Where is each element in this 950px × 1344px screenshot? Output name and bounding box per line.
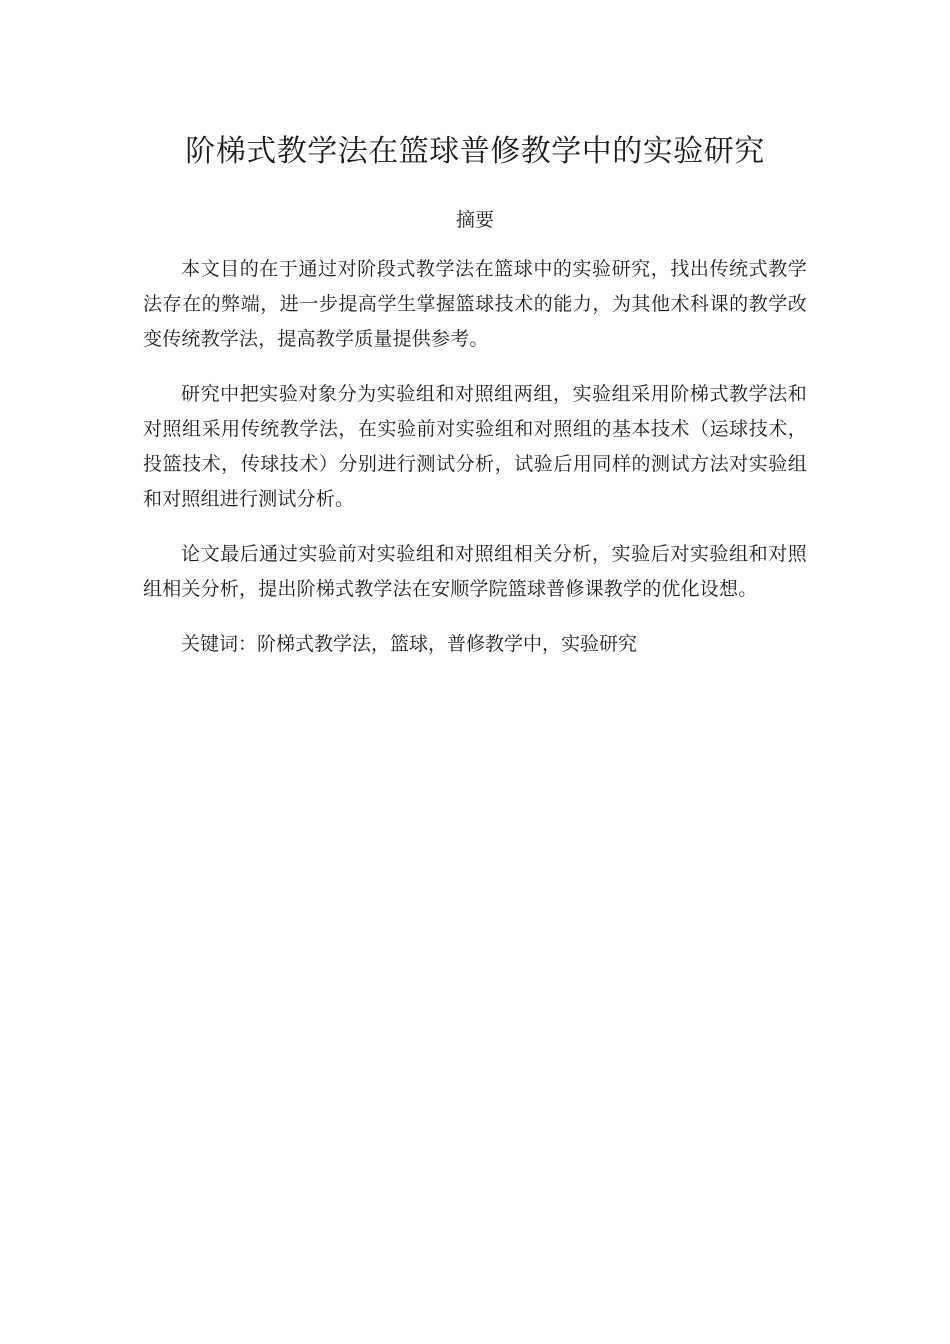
abstract-paragraph-3: 论文最后通过实验前对实验组和对照组相关分析，实验后对实验组和对照组相关分析，提出阶梯式教学法在安顺学院篮球普修课教学的优化设想。 bbox=[143, 543, 807, 600]
abstract-paragraph-2: 研究中把实验对象分为实验组和对照组两组，实验组采用阶梯式教学法和对照组采用传统教学法，在实验前对实验组和对照组的基本技术（运球技术，投篮技术，传球技术）分别进行测试分析，试验后用同样的测试方法对实验组和对照组进行测试分析。 bbox=[143, 383, 807, 510]
paper-title: 阶梯式教学法在篮球普修教学中的实验研究 bbox=[185, 134, 765, 169]
abstract-paragraph-1: 本文目的在于通过对阶段式教学法在篮球中的实验研究，找出传统式教学法存在的弊端，进一步提高学生掌握篮球技术的能力，为其他术科课的教学改变传统教学法，提高教学质量提供参考。 bbox=[143, 258, 807, 350]
keywords-line: 关键词：阶梯式教学法，篮球，普修教学中，实验研究 bbox=[181, 633, 638, 655]
abstract-heading: 摘要 bbox=[455, 209, 494, 231]
abstract-body bbox=[143, 252, 807, 662]
